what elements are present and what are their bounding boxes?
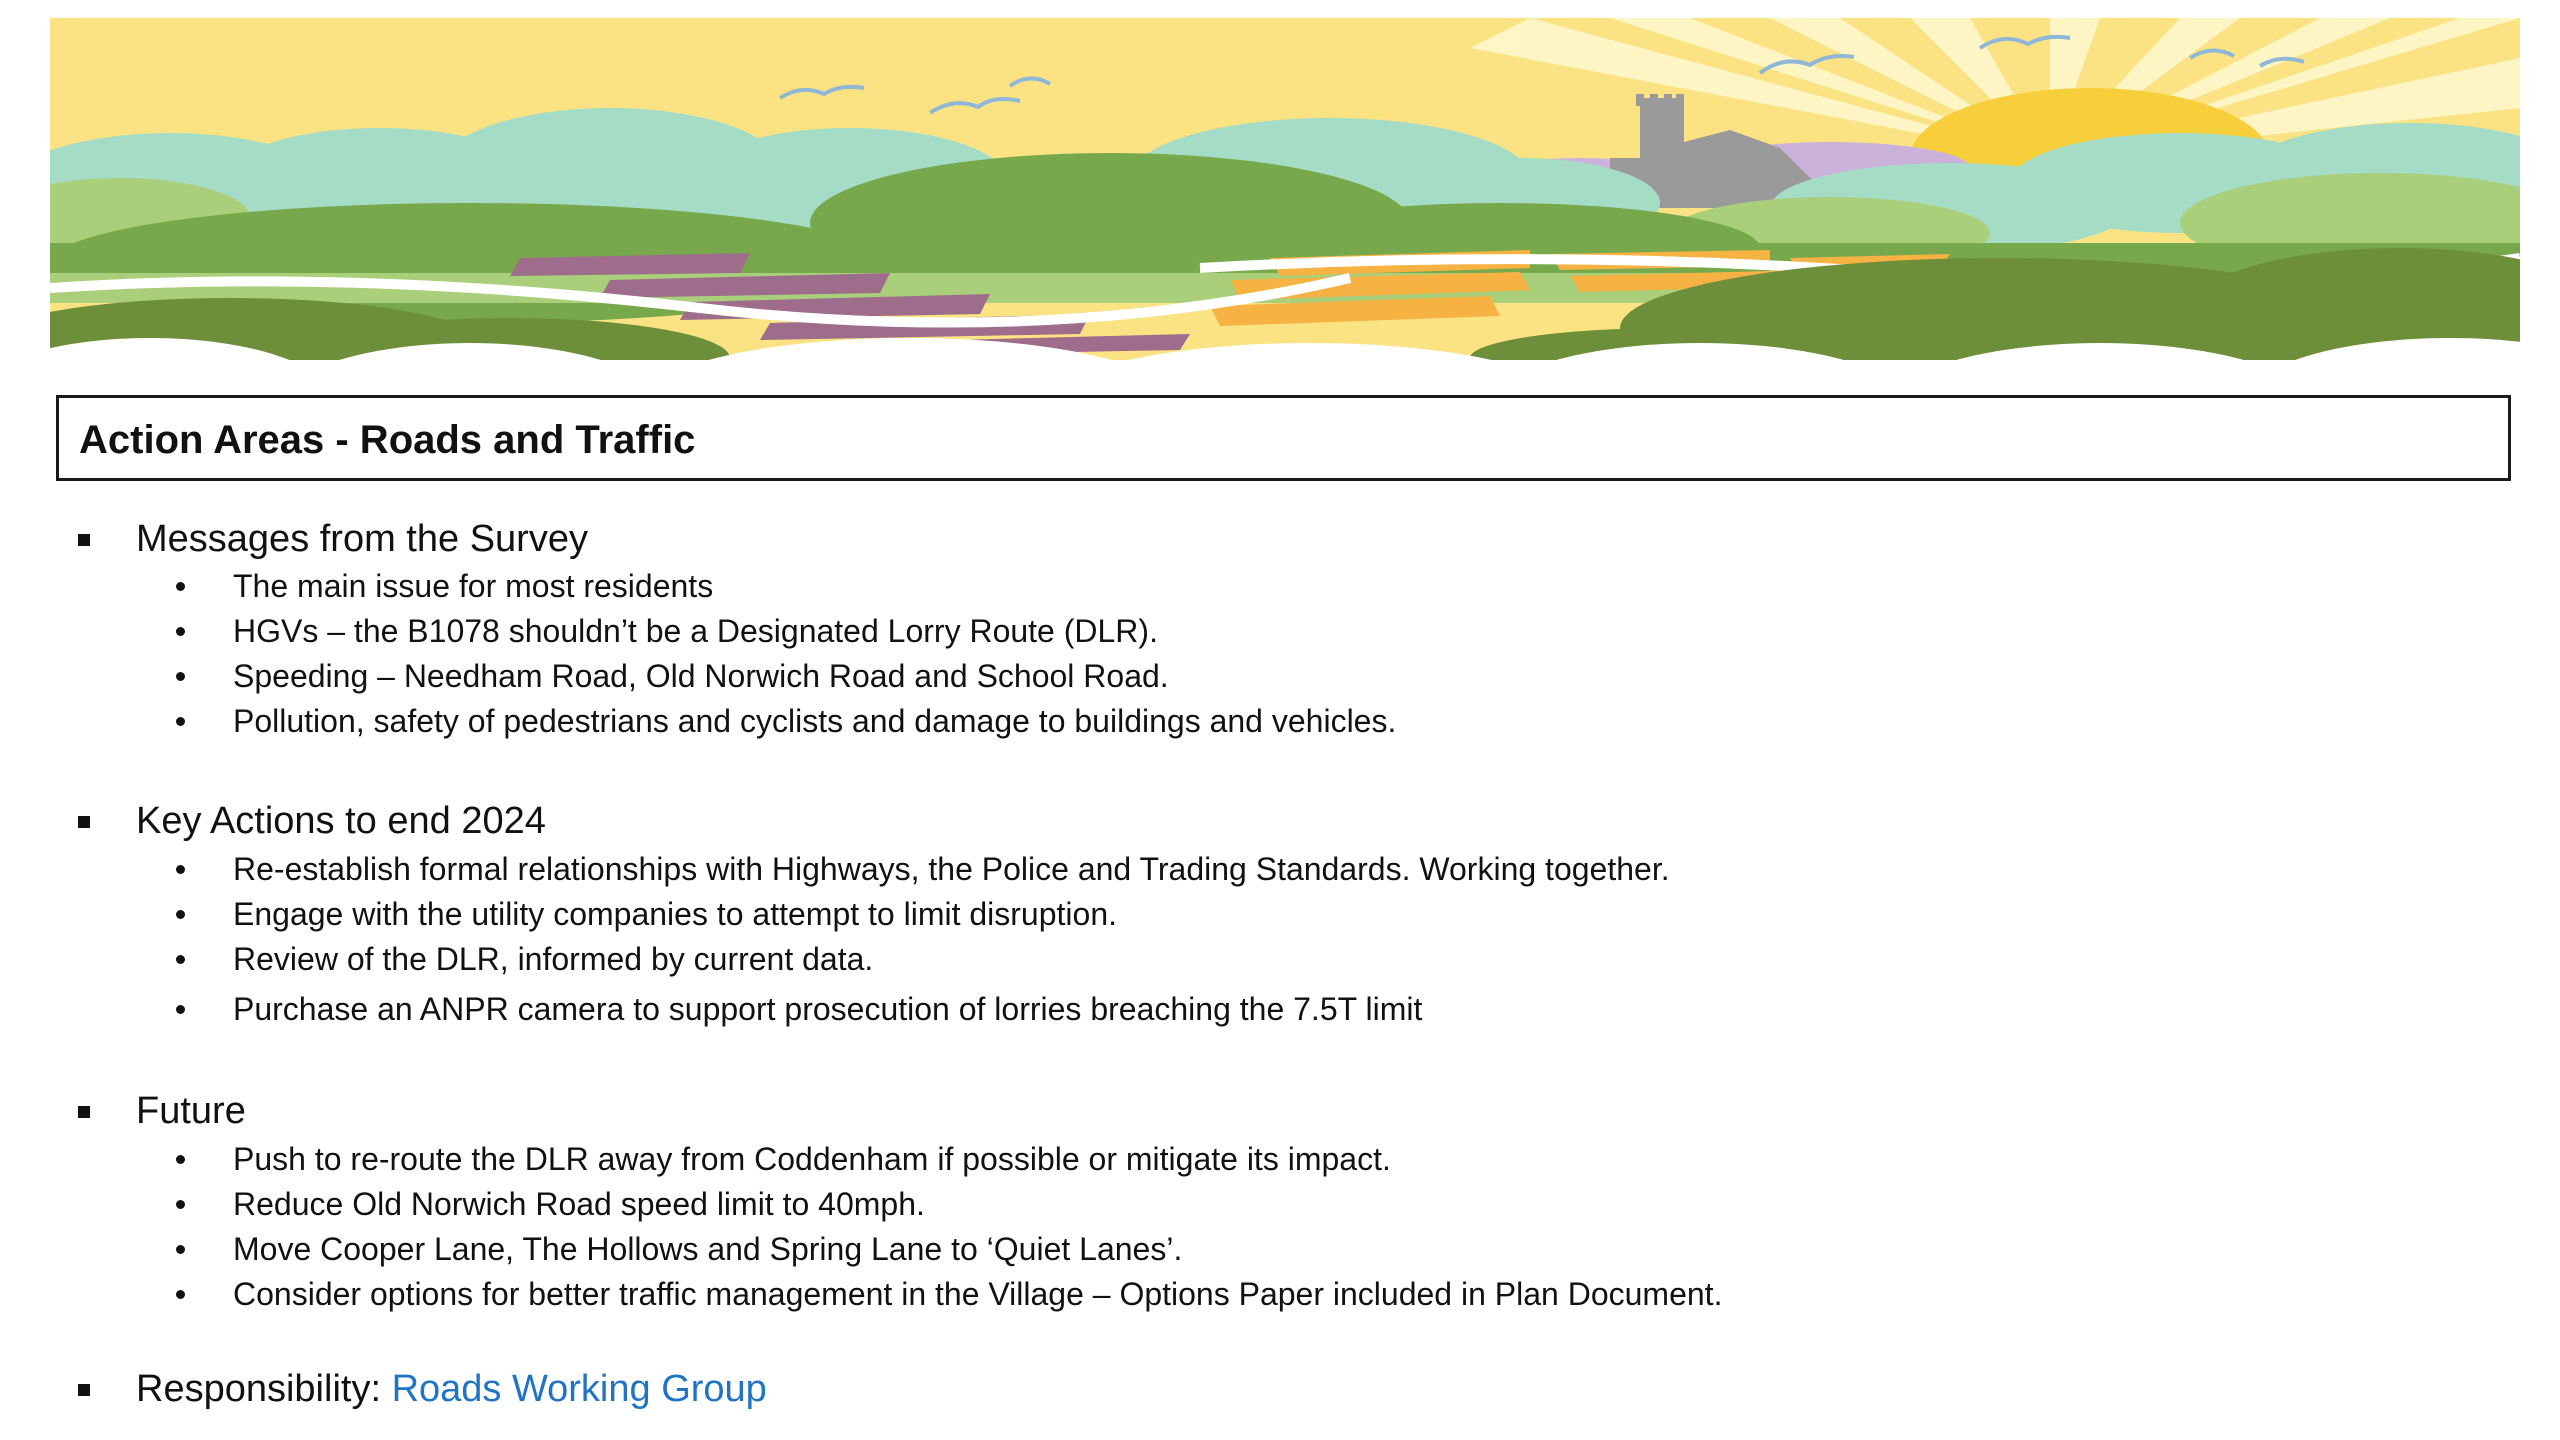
list-item-text: Consider options for better traffic management in the Village – Options Paper included in Plan Document.: [233, 1276, 1723, 1312]
list-item-text: Re-establish formal relationships with Highways, the Police and Trading Standards. Working together.: [233, 851, 1670, 887]
round-bullet-icon: [176, 1245, 185, 1254]
round-bullet-icon: [176, 865, 185, 874]
round-bullet-icon: [176, 1200, 185, 1209]
list-item-text: Move Cooper Lane, The Hollows and Spring Lane to ‘Quiet Lanes’.: [233, 1231, 1183, 1267]
round-bullet-icon: [176, 955, 185, 964]
list-item-text: Speeding – Needham Road, Old Norwich Road and School Road.: [233, 658, 1169, 694]
round-bullet-icon: [176, 672, 185, 681]
responsibility-label: Responsibility:: [136, 1368, 381, 1410]
page-title: Action Areas - Roads and Traffic: [79, 418, 696, 462]
round-bullet-icon: [176, 910, 185, 919]
round-bullet-icon: [176, 717, 185, 726]
list-item-text: Reduce Old Norwich Road speed limit to 40mph.: [233, 1186, 925, 1222]
square-bullet-icon: [78, 816, 90, 828]
list-item-text: HGVs – the B1078 shouldn’t be a Designated Lorry Route (DLR).: [233, 613, 1158, 649]
countryside-banner-illustration: [50, 18, 2520, 360]
round-bullet-icon: [176, 1005, 185, 1014]
list-item-text: Engage with the utility companies to attempt to limit disruption.: [233, 896, 1117, 932]
list-item-text: Pollution, safety of pedestrians and cyclists and damage to buildings and vehicles.: [233, 703, 1397, 739]
responsibility-text: [136, 1368, 767, 1411]
list-item-text: Review of the DLR, informed by current data.: [233, 941, 874, 977]
square-bullet-icon: [78, 534, 90, 546]
round-bullet-icon: [176, 1290, 185, 1299]
round-bullet-icon: [176, 627, 185, 636]
section-heading-label: Messages from the Survey: [136, 518, 588, 560]
round-bullet-icon: [176, 1155, 185, 1164]
title-box: [56, 395, 2511, 481]
list-item-text: Purchase an ANPR camera to support prosecution of lorries breaching the 7.5T limit: [233, 991, 1423, 1027]
list-item-text: The main issue for most residents: [233, 568, 714, 604]
square-bullet-icon: [78, 1384, 90, 1396]
list-item-text: Push to re-route the DLR away from Coddenham if possible or mitigate its impact.: [233, 1141, 1391, 1177]
section-heading-label: Future: [136, 1090, 246, 1132]
round-bullet-icon: [176, 582, 185, 591]
responsibility-group-link[interactable]: Roads Working Group: [391, 1368, 767, 1410]
section-heading-label: Key Actions to end 2024: [136, 800, 546, 842]
square-bullet-icon: [78, 1106, 90, 1118]
